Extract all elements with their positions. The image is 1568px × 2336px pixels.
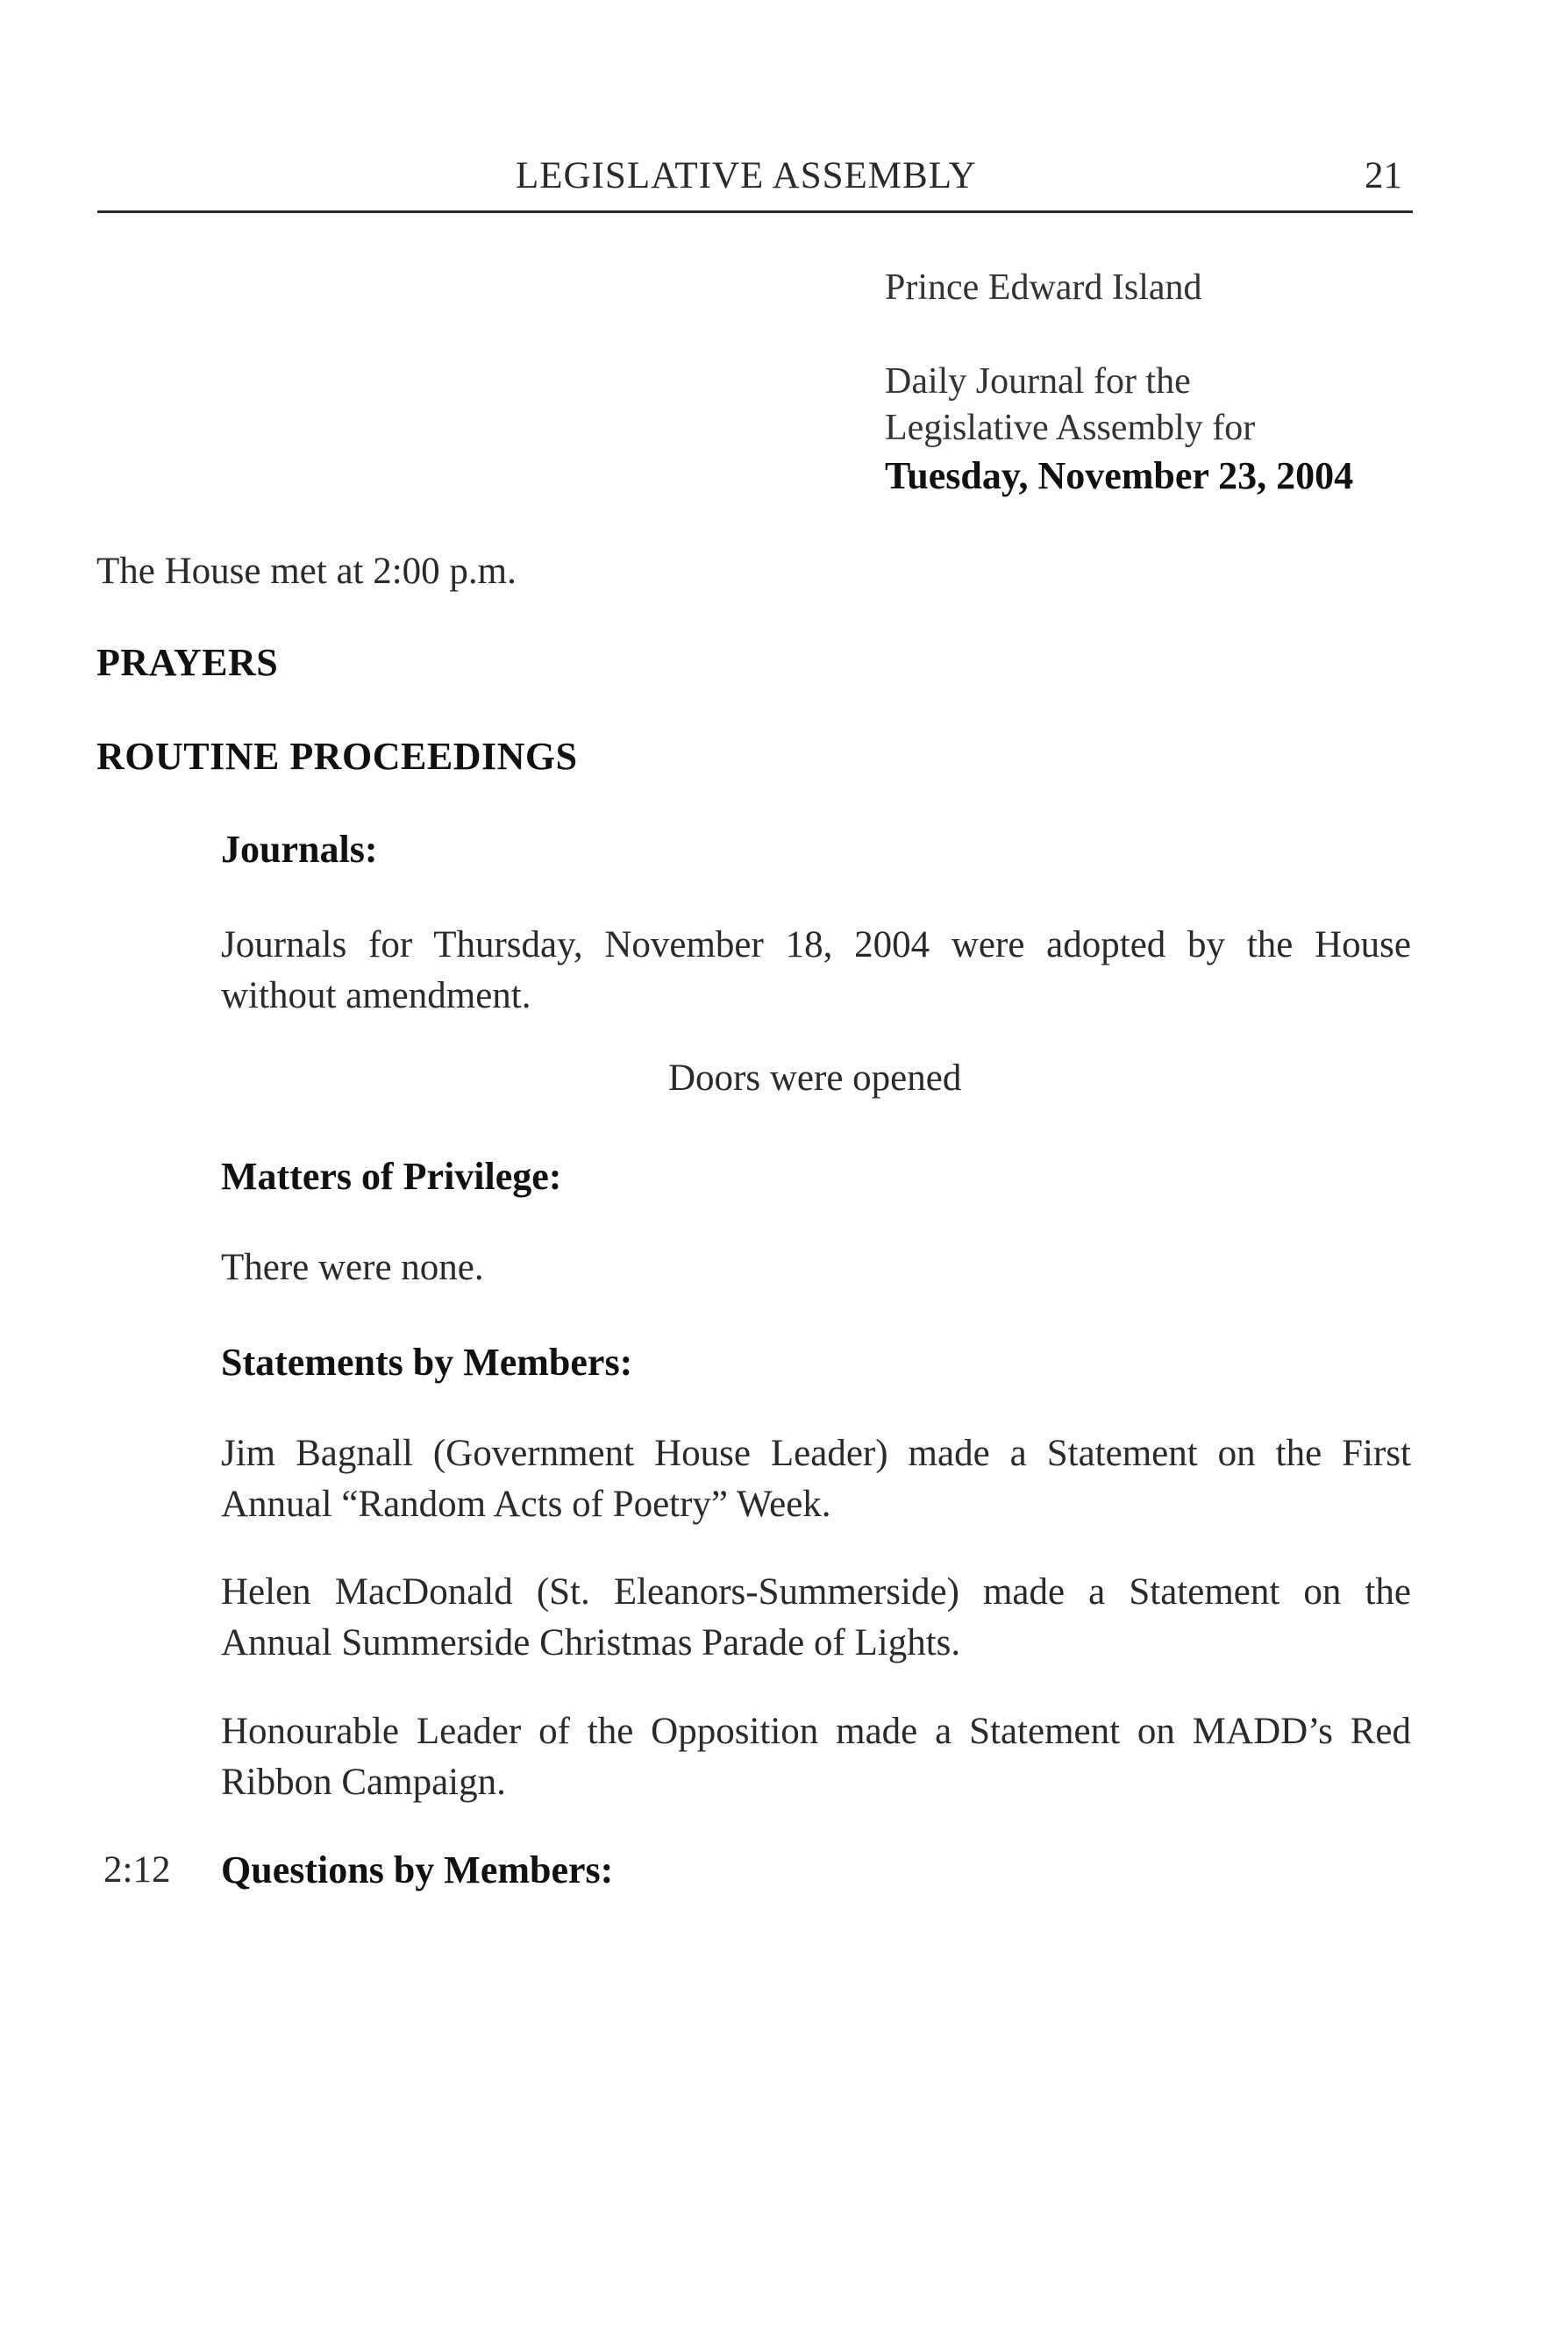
journal-line-1: Daily Journal for the [885,361,1191,402]
province-name: Prince Edward Island [885,267,1202,308]
header-title: LEGISLATIVE ASSEMBLY [516,155,977,196]
house-met-text: The House met at 2:00 p.m. [96,551,517,592]
header-rule [97,210,1413,213]
prayers-heading: PRAYERS [96,641,279,684]
page-number: 21 [1365,155,1402,196]
statement-paragraph: Jim Bagnall (Government House Leader) made a Statement on the First Annual “Random Acts of Poetry” Week. [221,1433,1411,1525]
statements-heading: Statements by Members: [221,1341,633,1384]
journals-heading: Journals: [221,828,378,871]
privilege-heading: Matters of Privilege: [221,1155,562,1198]
questions-time: 2:12 [103,1849,171,1891]
journal-date: Tuesday, November 23, 2004 [885,454,1354,497]
routine-proceedings-heading: ROUTINE PROCEEDINGS [96,735,578,778]
questions-heading: Questions by Members: [221,1848,614,1891]
journal-line-2: Legislative Assembly for [885,408,1256,448]
statement-paragraph: Honourable Leader of the Opposition made a Statement on MADD’s Red Ribbon Campaign. [221,1711,1411,1803]
statement-paragraph: Helen MacDonald (St. Eleanors-Summerside) made a Statement on the Annual Summerside Christmas Parade of Lights. [221,1571,1411,1663]
journals-paragraph: Journals for Thursday, November 18, 2004 were adopted by the House without amendment. [221,924,1411,1016]
doors-opened-text: Doors were opened [668,1058,962,1099]
privilege-text: There were none. [221,1247,484,1288]
